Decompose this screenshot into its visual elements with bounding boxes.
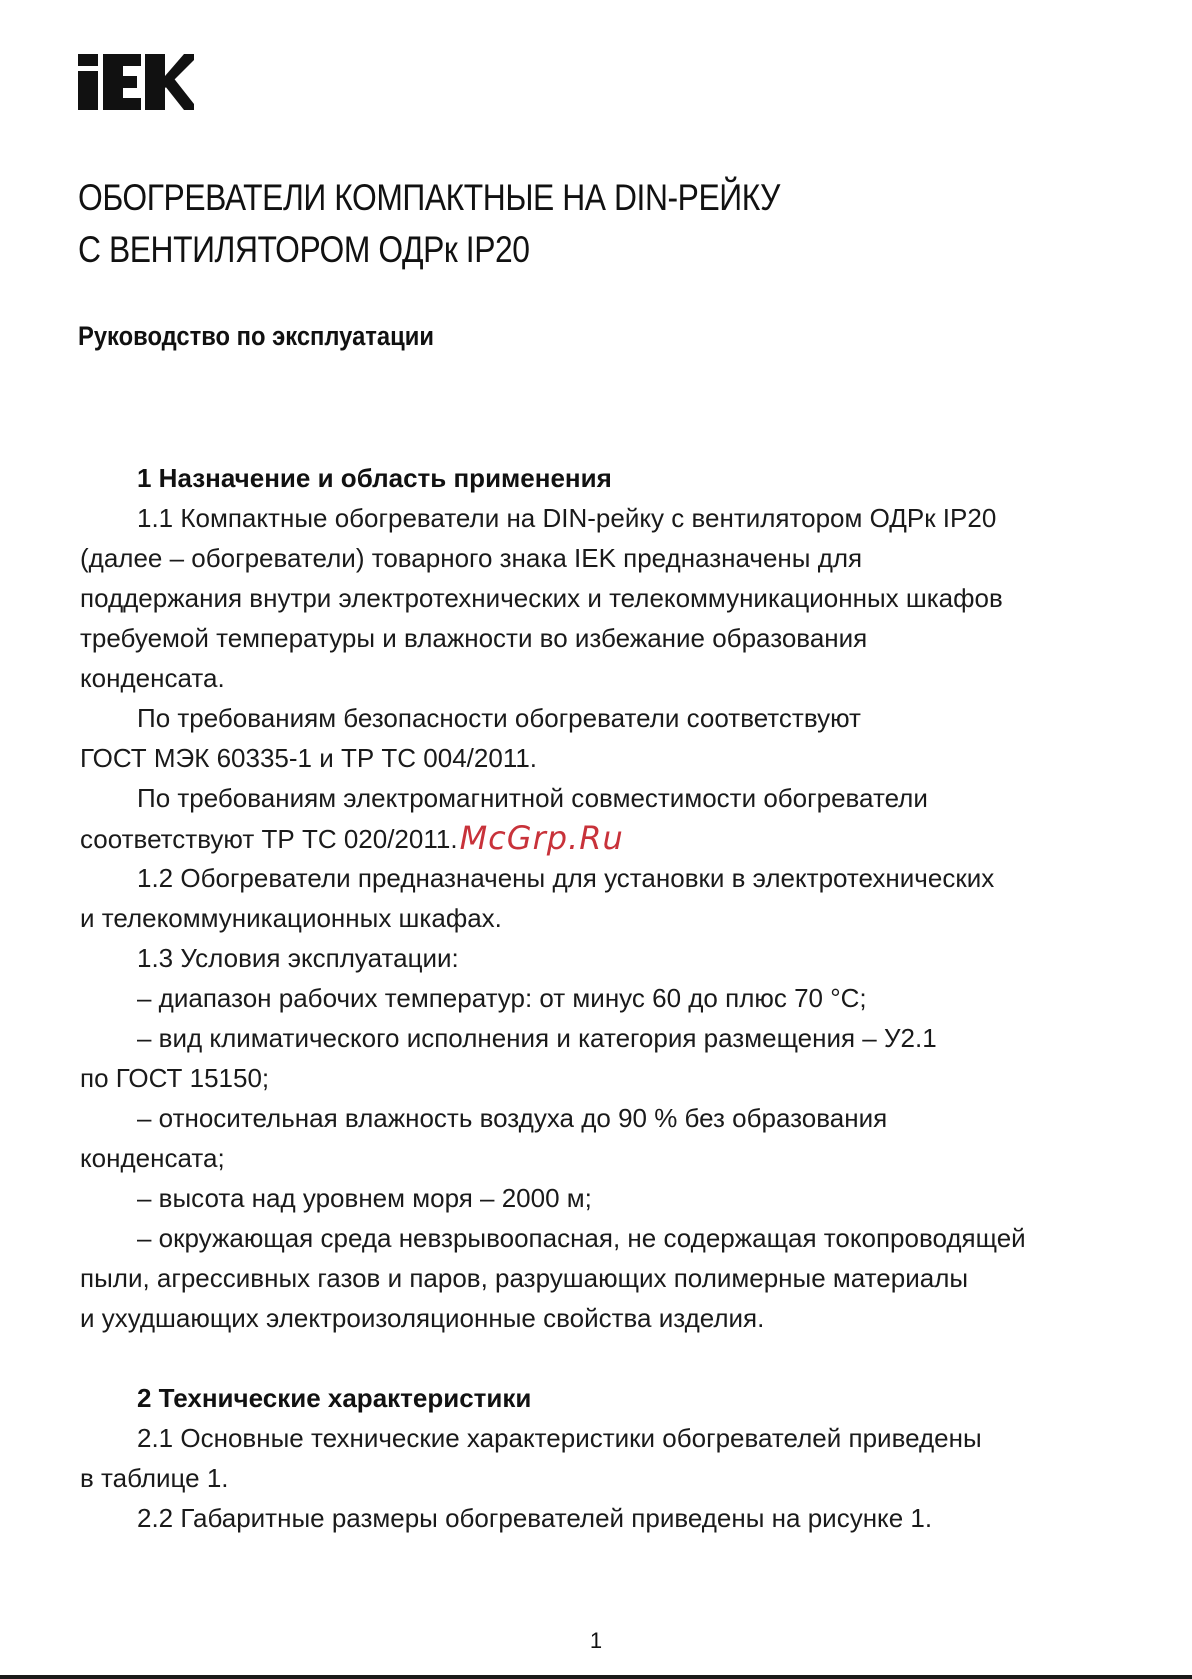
condition-environment-line-1: – окружающая среда невзрывоопасная, не содержащая токопроводящей: [137, 1223, 1026, 1253]
emc-paragraph-line-2: [80, 818, 1120, 858]
condition-climate-line-2: по ГОСТ 15150;: [80, 1063, 270, 1093]
condition-humidity-line-2: конденсата;: [80, 1143, 225, 1173]
condition-climate-line-1: – вид климатического исполнения и категория размещения – У2.1: [137, 1023, 937, 1053]
page-number: 1: [589, 1628, 603, 1653]
paragraph-1-3: 1.3 Условия эксплуатации:: [137, 943, 459, 973]
safety-paragraph-line-2: ГОСТ МЭК 60335-1 и ТР ТС 004/2011.: [80, 743, 538, 773]
paragraph-1-1-line-2: (далее – обогреватели) товарного знака IEK предназначены для: [80, 543, 863, 573]
condition-environment-line-3: и ухудшающих электроизоляционные свойства изделия.: [80, 1303, 765, 1333]
paragraph-2-2: 2.2 Габаритные размеры обогревателей приведены на рисунке 1.: [137, 1503, 933, 1533]
emc-paragraph-text: соответствуют ТР ТС 020/2011.: [80, 824, 458, 854]
section-spacer: [80, 1338, 1120, 1378]
paragraph-1-1-line-3: поддержания внутри электротехнических и телекоммуникационных шкафов: [80, 583, 1003, 613]
document-body: [80, 458, 1120, 1538]
paragraph-2-1-line-1: 2.1 Основные технические характеристики обогревателей приведены: [137, 1423, 982, 1453]
document-subtitle: Руководство по эксплуатации: [78, 321, 434, 351]
condition-environment-line-2: пыли, агрессивных газов и паров, разрушающих полимерные материалы: [80, 1263, 969, 1293]
watermark: McGrp.Ru: [459, 819, 624, 857]
title-line-2: С ВЕНТИЛЯТОРОМ ОДРк IP20: [78, 229, 530, 270]
safety-paragraph-line-1: По требованиям безопасности обогреватели соответствуют: [137, 703, 861, 733]
paragraph-2-1-line-2: в таблице 1.: [80, 1463, 229, 1493]
condition-humidity-line-1: – относительная влажность воздуха до 90 % без образования: [137, 1103, 888, 1133]
section-2-heading: 2 Технические характеристики: [137, 1383, 532, 1413]
condition-temperature: – диапазон рабочих температур: от минус 60 до плюс 70 °C;: [137, 983, 867, 1013]
iek-logo-icon: [78, 54, 194, 110]
paragraph-1-1-line-4: требуемой температуры и влажности во избежание образования: [80, 623, 868, 653]
bottom-divider: [0, 1675, 1192, 1679]
paragraph-1-1-line-5: конденсата.: [80, 663, 225, 693]
title-line-1: ОБОГРЕВАТЕЛИ КОМПАКТНЫЕ НА DIN-РЕЙКУ: [78, 177, 780, 218]
paragraph-1-2-line-1: 1.2 Обогреватели предназначены для установки в электротехнических: [137, 863, 995, 893]
condition-altitude: – высота над уровнем моря – 2000 м;: [137, 1183, 592, 1213]
document-title: [78, 172, 990, 276]
paragraph-1-1-line-1: 1.1 Компактные обогреватели на DIN-рейку с вентилятором ОДРк IP20: [137, 503, 997, 533]
section-1-heading: 1 Назначение и область применения: [137, 463, 612, 493]
paragraph-1-2-line-2: и телекоммуникационных шкафах.: [80, 903, 502, 933]
emc-paragraph-line-1: По требованиям электромагнитной совместимости обогреватели: [137, 783, 928, 813]
